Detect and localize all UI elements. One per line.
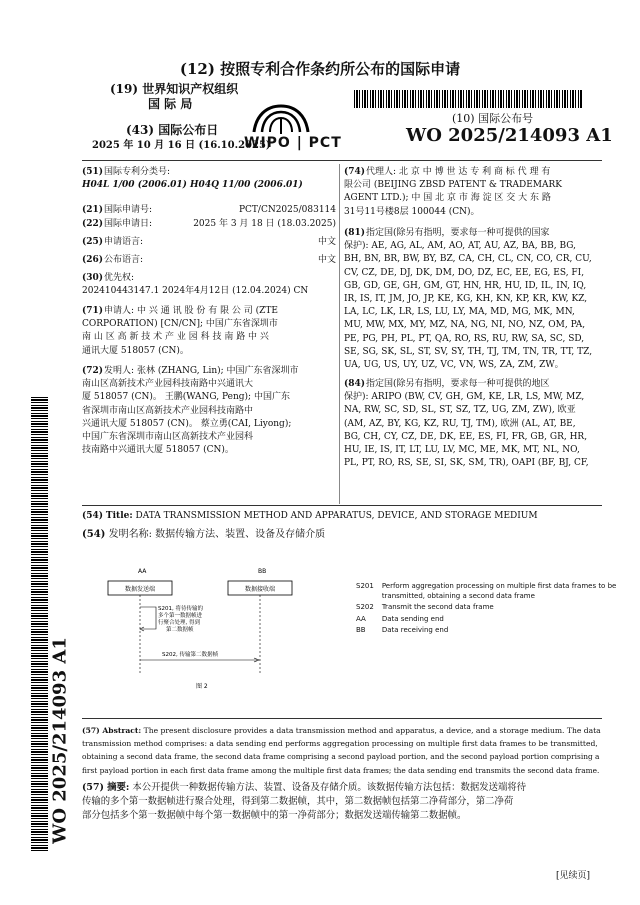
field-line: CORPORATION) [CN/CN]; 中国广东省深圳市 [82,319,278,330]
field-line: 南 山 区 高 新 技 术 产 业 园 科 技 南 路 中 兴 [82,332,269,343]
legend-row [356,603,622,613]
legend-line: Data receiving end [381,626,449,634]
abstract-en-text: transmission method comprises: a data sending end performs aggregation processing on multiple first data frames to be transmitted, [82,739,598,749]
field-line: PE, PG, PH, PL, PT, QA, RO, RS, RU, RW, SA, SC, SD, [344,333,585,344]
field-num: (21) [82,205,104,215]
abstract-en-line [82,737,602,750]
side-pub-number: WO 2025/214093 A1 [49,637,71,844]
legend-text [382,626,623,636]
field-line: 中国广东省深圳市南山区高新技术产业园科 [82,432,254,443]
abstract-en-text: obtaining a second data frame, the second data frame comprising a second payload portion, and the second payload portion comprising a [82,752,600,762]
field-value: 中文 [317,255,336,265]
field-line: PL, PT, RO, RS, SE, SI, SK, SM, TR), OAPI (BF, BJ, CF, [344,458,589,469]
title-zh-value: 数据传输方法、装置、设备及存储介质 [155,529,326,540]
legend-row [356,615,622,625]
abstract-zh-line [82,795,602,809]
legend-line: transmitted, obtaining a second data frame [381,591,535,600]
continued-note: [见续页] [556,871,591,881]
abstract-divider [82,718,602,719]
field-line: H04L 1/00 (2006.01) H04Q 11/00 (2006.01) [82,180,303,191]
field-line: 技南路中兴通讯大厦 518057 (CN)。 [82,445,234,456]
field-25 [82,236,336,249]
s201-line: 行聚合处理, 得到 [158,620,200,626]
s201-text [158,604,205,633]
field-label: 国际专利分类号: [104,167,171,177]
title-en [82,510,538,523]
sequence-diagram [100,565,340,700]
diagram-bb: BB [258,568,267,575]
field-line: 31号11号楼8层 100044 (CN)。 [344,206,480,217]
field-line: LA, LC, LK, LR, LS, LU, LY, MA, MD, MG, MK, MN, [344,307,575,318]
legend-key: AA [356,614,366,623]
field-21 [82,204,336,217]
field-26 [82,254,336,267]
field-line: HU, IE, IS, IT, LT, LU, LV, MC, ME, MK, MT, NL, NO, [344,445,580,456]
field-label: 指定国(除另有指明，要求每一种可提供的地区 [366,379,550,389]
field-line: 张林 (ZHANG, Lin); 中国广东省深圳市 [137,366,299,376]
diagram-aa: AA [138,568,147,575]
field-label: 代理人: [366,167,397,177]
field-81 [344,227,606,372]
field-line: BG, CH, CY, CZ, DE, DK, EE, ES, FI, FR, GB, GR, HR, [344,431,588,442]
title-en-num: (54) [82,511,104,521]
field-71 [82,305,336,358]
receiver-box-label: 数据接收端 [244,586,276,593]
field-label: 国际申请日: [104,219,153,229]
abstract-zh-text: 本公开提供一种数据传输方法、装置、设备及存储介质。该数据传输方法包括：数据发送端将待 [132,782,527,793]
field-30 [82,272,336,298]
field-label: 发明人: [104,366,135,376]
field-line: BH, BN, BR, BW, BY, BZ, CA, CH, CL, CN, CO, CR, CU, [344,254,592,265]
wipo-pct-text: WIPO | PCT [244,135,342,151]
legend-row [356,626,622,636]
field-line: 厦 518057 (CN)。 王鹏(WANG, Peng); 中国广东 [82,392,290,403]
abstract-zh-text: 传输的多个第一数据帧进行聚合处理，得到第二数据帧，其中，第二数据帧包括第二净荷部分，第二净荷 [82,796,514,807]
field-num: (51) [82,167,104,177]
field-line: 通讯大厦 518057 (CN)。 [82,345,189,356]
legend-key: S201 [356,582,374,590]
s201-line: 多个第一数据帧进 [158,613,203,619]
field-label: 申请语言: [104,237,144,247]
s202-text: S202, 传输第二数据帧 [162,652,218,658]
title-zh-num: (54) [82,529,106,540]
field-22 [82,218,336,231]
document-title: (12) 按照专利合作条约所公布的国际申请 [179,60,461,78]
field-line: 南山区高新技术产业园科技南路中兴通讯大 [82,379,254,390]
field-num: (84) [344,379,366,389]
legend-text [382,582,623,601]
field-num: (26) [82,255,104,265]
field-line: (AM, AZ, BY, KG, KZ, RU, TJ, TM), 欧洲 (AL, AT, BE, [344,418,576,429]
field-num: (72) [82,366,104,376]
legend-key: BB [356,626,366,634]
diagram-legend [354,580,624,638]
abstract-en-line [82,724,602,737]
abstract-zh-line [82,781,602,795]
legend-text [382,615,623,625]
abstract-zh [82,781,602,823]
legend-text [382,603,623,613]
abstract-en-label: (57) Abstract: [82,726,142,735]
field-74 [344,166,606,219]
barcode-top [354,90,583,108]
field-line: 保护): AE, AG, AL, AM, AO, AT, AU, AZ, BA, BB, BG, [344,241,576,252]
field-line: MU, MW, MX, MY, MZ, NA, NG, NI, NO, NZ, OM, PA, [344,320,586,331]
field-line: UA, UG, US, UY, UZ, VC, VN, WS, ZA, ZM, ZW。 [344,360,564,371]
legend-line: Transmit the second data frame [381,603,494,611]
legend-line: Data sending end [381,614,444,623]
field-51 [82,166,336,192]
field-label: 国际申请号: [104,205,153,215]
field-value: PCT/CN2025/083114 [238,205,336,215]
field-num: (71) [82,306,104,316]
field-line: NA, RW, SC, SD, SL, ST, SZ, TZ, UG, ZM, ZW), 欧亚 [344,405,576,416]
column-divider [339,164,340,504]
field-label: 优先权: [104,273,135,283]
org-label: (19) 世界知识产权组织 [110,82,239,96]
field-line: 中 兴 通 讯 股 份 有 限 公 司 (ZTE [137,306,278,316]
legend-row [356,582,622,601]
abstract-zh-line [82,809,602,823]
s201-line: S201, 将待传输的 [158,606,203,612]
pubdate-label: (43) 国际公布日 [126,123,219,137]
figure-caption: 图 2 [196,683,208,690]
s201-line: 第二数据帧 [166,627,194,633]
pubno-value: WO 2025/214093 A1 [406,125,613,146]
field-line: IR, IS, IT, JM, JO, JP, KE, KG, KH, KN, KP, KR, KW, KZ, [344,294,588,305]
legend-line: Perform aggregation processing on multiple first data frames to be [381,582,617,590]
title-en-label: Title: [105,511,133,521]
abstract-en-line [82,764,602,777]
field-line: 202410443147.1 2024年4月12日 (12.04.2024) CN [82,286,309,297]
field-line: 保护): ARIPO (BW, CV, GH, GM, KE, LR, LS, MW, MZ, [344,392,585,403]
field-line: SE, SG, SK, SL, ST, SV, SY, TH, TJ, TM, TN, TR, TT, TZ, [344,346,593,357]
sender-box-label: 数据发送端 [124,586,156,593]
field-value: 中文 [317,237,336,247]
field-num: (74) [344,167,366,177]
abstract-zh-label: (57) 摘要: [82,782,130,793]
header-divider [82,160,602,161]
field-line: GB, GD, GE, GH, GM, GT, HN, HR, HU, ID, IL, IN, IQ, [344,280,587,291]
title-zh [82,528,325,541]
field-line: 兴通讯大厦 518057 (CN)。 蔡立勇(CAI, Liyong); [82,418,292,429]
legend-key: S202 [356,603,374,611]
barcode-side [31,395,48,851]
field-num: (81) [344,228,366,238]
abstract-en-text: first payload portion in each first data frame among the multiple first data frames; the data sending end transmits the second data frame. [82,765,600,775]
org-sub: 国 际 局 [148,97,193,111]
abstract-en-text: The present disclosure provides a data transmission method and apparatus, a device, and a storage medium. The data [143,726,601,735]
field-line: CV, CZ, DE, DJ, DK, DM, DO, DZ, EC, EE, EG, ES, FI, [344,267,585,278]
pubdate-value: 2025 年 10 月 16 日 (16.10.2025) [92,140,271,151]
field-value: 2025 年 3 月 18 日 (18.03.2025) [193,219,336,229]
title-zh-label: 发明名称: [108,529,152,540]
field-72 [82,365,336,457]
s201-self-arrow [140,607,156,629]
abstract-en-line [82,750,602,763]
field-num: (22) [82,219,104,229]
field-line: 省深圳市南山区高新技术产业园科技南路中 [82,405,254,416]
field-84 [344,378,606,470]
field-line: 限公司 (BEIJING ZBSD PATENT & TRADEMARK [344,180,563,191]
field-num: (30) [82,273,104,283]
field-label: 公布语言: [104,255,144,265]
field-label: 申请人: [104,306,135,316]
field-line: 北 京 中 博 世 达 专 利 商 标 代 理 有 [399,167,551,177]
field-label: 指定国(除另有指明，要求每一种可提供的国家 [366,228,550,238]
title-divider [82,505,602,506]
field-num: (25) [82,237,104,247]
pubno-label: (10) 国际公布号 [452,112,534,125]
title-en-value: DATA TRANSMISSION METHOD AND APPARATUS, DEVICE, AND STORAGE MEDIUM [135,511,538,521]
field-line: AGENT LTD.); 中 国 北 京 市 海 淀 区 交 大 东 路 [344,193,551,204]
abstract-en [82,724,602,777]
abstract-zh-text: 部分包括多个第一数据帧中每个第一数据帧中的第一净荷部分；数据发送端传输第二数据帧。 [82,810,467,821]
